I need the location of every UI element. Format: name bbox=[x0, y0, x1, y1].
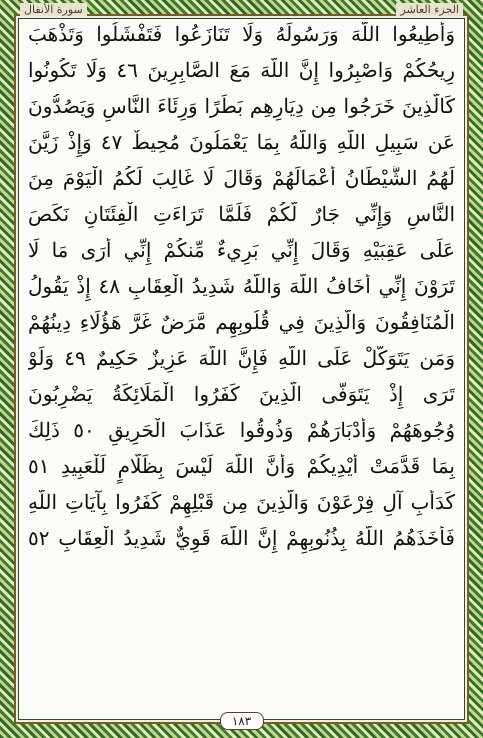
text-line-12: وُجُوهَهُمْ وَأَدْبَارَهُمْ وَذُوقُوا عَذَابَ الْحَرِيقِ ٥٠ ذَلِكَ bbox=[28, 418, 455, 442]
page-footer bbox=[0, 710, 483, 730]
text-line-11: تَرَى إِذْ يَتَوَفَّى الَّذِينَ كَفَرُوا الْمَلَائِكَةُ يَضْرِبُونَ bbox=[28, 382, 455, 406]
text-line-6: النَّاسِ وَإِنِّي جَارٌ لَّكُمْ فَلَمَّا تَرَاءَتِ الْفِئَتَانِ نَكَصَ bbox=[28, 202, 455, 226]
page-header bbox=[20, 0, 463, 18]
text-line-13: بِمَا قَدَّمَتْ أَيْدِيكُمْ وَأَنَّ اللَّهَ لَيْسَ بِظَلَّامٍ لِّلْعَبِيدِ ٥١ bbox=[28, 454, 455, 478]
text-line-10: وَمَن يَتَوَكَّلْ عَلَى اللَّهِ فَإِنَّ اللَّهَ عَزِيزٌ حَكِيمٌ ٤٩ وَلَوْ bbox=[28, 346, 455, 370]
text-line-8: تَرَوْنَ إِنِّي أَخَافُ اللَّهَ وَاللَّهُ شَدِيدُ الْعِقَابِ ٤٨ إِذْ يَقُولُ bbox=[28, 274, 455, 298]
text-line-7: عَلَى عَقِبَيْهِ وَقَالَ إِنِّي بَرِيءٌ مِّنكُمْ إِنِّي أَرَى مَا لَا bbox=[28, 238, 455, 262]
page-number: ١٨٣ bbox=[220, 712, 264, 730]
text-line-1: وَأَطِيعُوا اللَّهَ وَرَسُولَهُ وَلَا تَنَازَعُوا فَتَفْشَلُوا وَتَذْهَبَ bbox=[28, 22, 455, 46]
quran-text-block bbox=[28, 22, 455, 706]
text-line-4: عَن سَبِيلِ اللَّهِ وَاللَّهُ بِمَا يَعْمَلُونَ مُحِيطٌ ٤٧ وَإِذْ زَيَّنَ bbox=[28, 130, 455, 154]
text-line-15: فَأَخَذَهُمُ اللَّهُ بِذُنُوبِهِمْ إِنَّ اللَّهَ قَوِيٌّ شَدِيدُ الْعِقَابِ ٥٢ bbox=[28, 526, 455, 550]
text-line-5: لَهُمُ الشَّيْطَانُ أَعْمَالَهُمْ وَقَالَ لَا غَالِبَ لَكُمُ الْيَوْمَ مِنَ bbox=[28, 166, 455, 190]
text-line-9: الْمُنَافِقُونَ وَالَّذِينَ فِي قُلُوبِهِم مَّرَضٌ غَرَّ هَؤُلَاءِ دِينُهُمْ bbox=[28, 310, 455, 334]
surah-name: سورة الأنفال bbox=[20, 3, 87, 16]
juz-name: الجزء العاشر bbox=[396, 3, 463, 16]
text-line-14: كَدَأْبِ آلِ فِرْعَوْنَ وَالَّذِينَ مِن قَبْلِهِمْ كَفَرُوا بِآيَاتِ اللَّهِ bbox=[28, 490, 455, 514]
text-line-2: رِيحُكُمْ وَاصْبِرُوا إِنَّ اللَّهَ مَعَ الصَّابِرِينَ ٤٦ وَلَا تَكُونُوا bbox=[28, 58, 455, 82]
text-line-3: كَالَّذِينَ خَرَجُوا مِن دِيَارِهِم بَطَرًا وَرِئَاءَ النَّاسِ وَيَصُدُّونَ bbox=[28, 94, 455, 118]
